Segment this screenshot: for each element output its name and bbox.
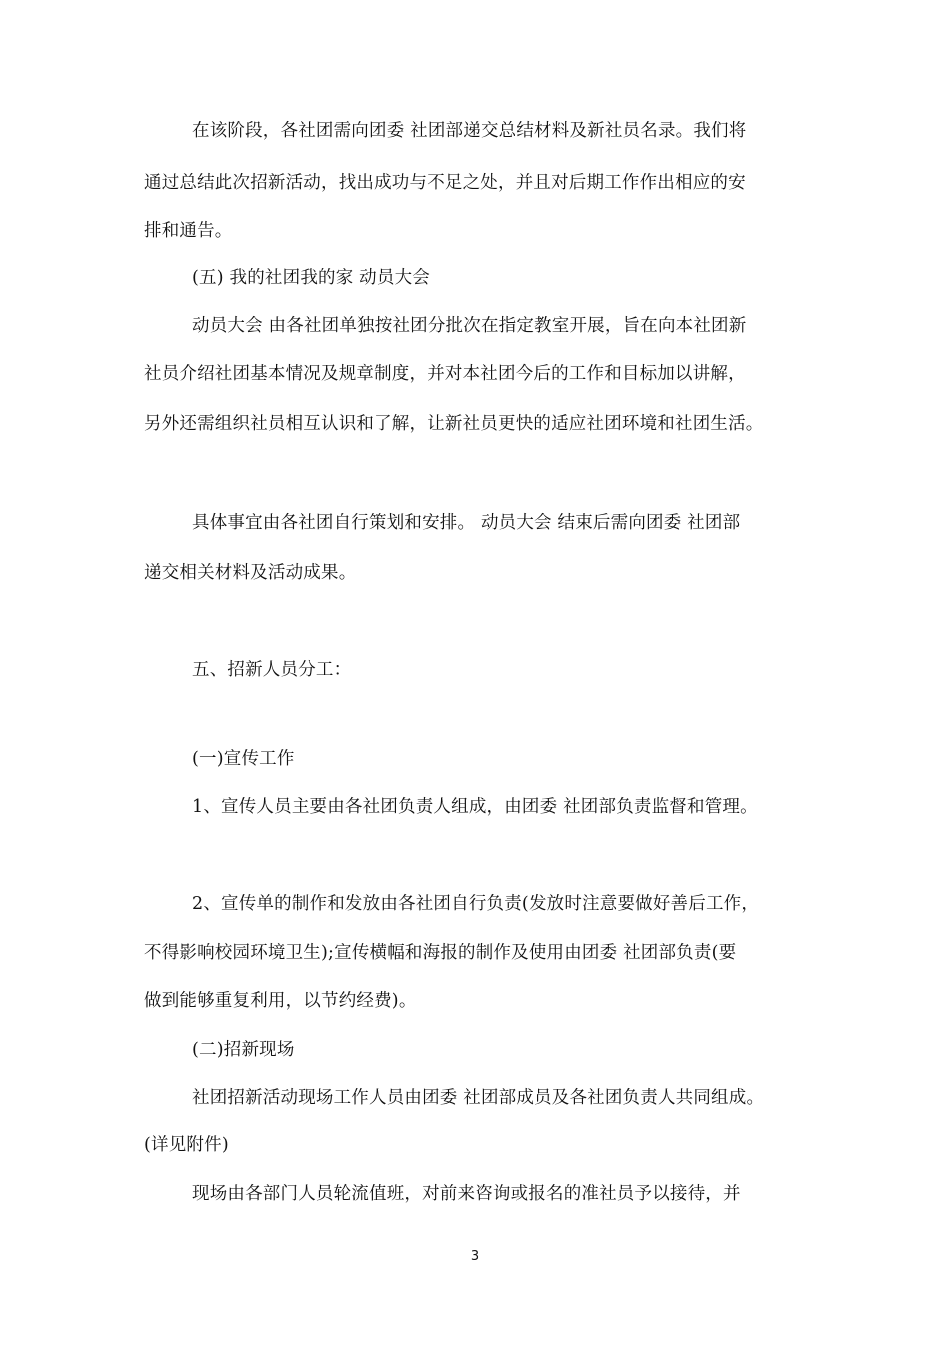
section-heading: (五) 我的社团我的家 动员大会: [192, 268, 430, 288]
subsection-heading: (二)招新现场: [192, 1040, 295, 1060]
paragraph-line: 动员大会 由各社团单独按社团分批次在指定教室开展，旨在向本社团新: [192, 316, 747, 336]
paragraph-line: 不得影响校园环境卫生);宣传横幅和海报的制作及使用由团委 社团部负责(要: [144, 943, 737, 963]
paragraph-line: 社团招新活动现场工作人员由团委 社团部成员及各社团负责人共同组成。: [192, 1088, 765, 1108]
paragraph-line: 递交相关材料及活动成果。: [144, 563, 357, 583]
paragraph-line: 2、宣传单的制作和发放由各社团自行负责(发放时注意要做好善后工作，: [192, 894, 760, 914]
paragraph-line: 另外还需组织社员相互认识和了解，让新社员更快的适应社团环境和社团生活。: [144, 414, 764, 434]
page-number: 3: [470, 1249, 480, 1264]
paragraph-line: 社员介绍社团基本情况及规章制度，并对本社团今后的工作和目标加以讲解，: [144, 364, 746, 384]
paragraph-line: (详见附件): [144, 1135, 229, 1155]
paragraph-line: 具体事宜由各社团自行策划和安排。 动员大会 结束后需向团委 社团部: [192, 513, 741, 533]
section-heading: 五、招新人员分工：: [192, 660, 352, 680]
subsection-heading: (一)宣传工作: [192, 749, 295, 769]
paragraph-line: 做到能够重复利用，以节约经费)。: [144, 991, 417, 1011]
paragraph-line: 通过总结此次招新活动，找出成功与不足之处，并且对后期工作作出相应的安: [144, 173, 746, 193]
paragraph-line: 排和通告。: [144, 221, 233, 241]
paragraph-line: 1、宣传人员主要由各社团负责人组成，由团委 社团部负责监督和管理。: [192, 797, 758, 817]
paragraph-line: 现场由各部门人员轮流值班，对前来咨询或报名的准社员予以接待，并: [192, 1184, 741, 1204]
paragraph-line: 在该阶段，各社团需向团委 社团部递交总结材料及新社员名录。我们将: [192, 121, 747, 141]
